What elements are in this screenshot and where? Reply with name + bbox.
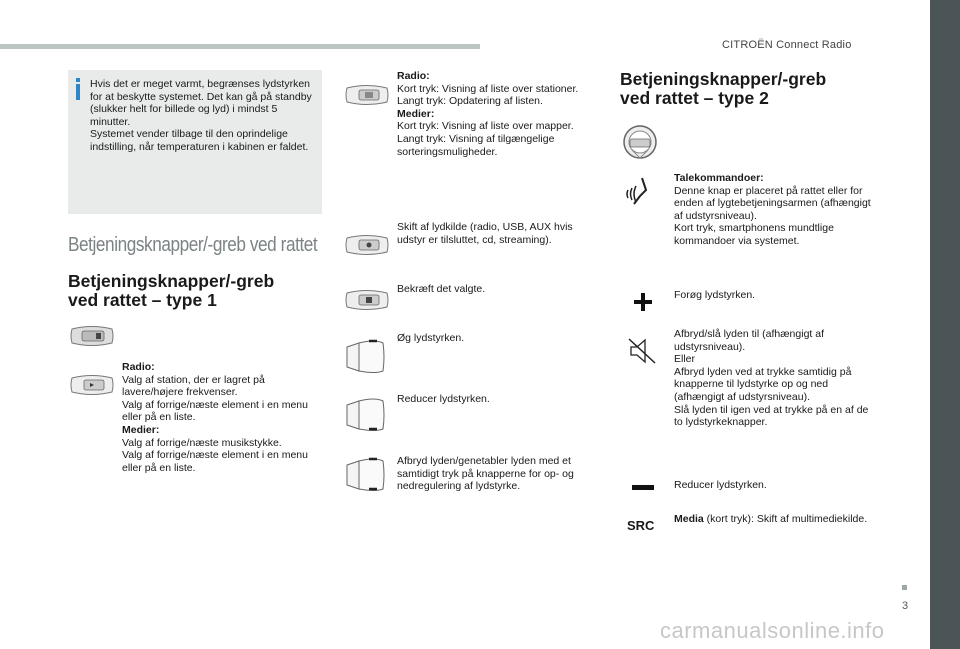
- type1-radio-title: Radio:: [122, 361, 155, 373]
- type2-heading: Betjeningsknapper/-greb ved rattet – type 2: [620, 69, 827, 108]
- mute-lever-icon: [345, 455, 387, 493]
- page-number: 3: [902, 600, 909, 612]
- steering-radio-list-icon: [343, 82, 391, 108]
- middle-radio-title: Radio:: [397, 70, 430, 82]
- middle-media-text: Kort tryk: Visning af liste over mapper. Langt tryk: Visning af tilgængelige sorteringsmuligheder.: [397, 120, 574, 158]
- src-media-text: (kort tryk): Skift af multimediekilde.: [703, 513, 868, 525]
- minus-icon: [632, 484, 654, 492]
- middle-radio-text: Kort tryk: Visning af liste over stationer. Langt tryk: Opdatering af listen.: [397, 82, 579, 108]
- mute-speaker-icon: [627, 337, 657, 365]
- source-item-text: Skift af lydkilde (radio, USB, AUX hvis udstyr er tilsluttet, cd, streaming).: [397, 221, 573, 246]
- middle-media-title: Medier:: [397, 107, 435, 120]
- voice-command-icon: [624, 176, 656, 206]
- mute-item-text: Afbryd lyden/genetabler lyden med et samtidigt tryk på knapperne for op- og nedregulering af lydstyrke.: [397, 455, 574, 493]
- src-item: [674, 513, 874, 526]
- steering-source-icon: [343, 232, 391, 258]
- type1-radio-item: [122, 361, 312, 474]
- voice-command-item: [674, 172, 874, 248]
- volume-down-lever-icon: [345, 395, 387, 433]
- type1-heading: Betjeningsknapper/-greb ved rattet – type 1: [68, 271, 275, 310]
- voice-command-text: Denne knap er placeret på rattet eller for enden af lygtebetjeningsarmen (afhængigt af udstyrsniveau). Kort tryk, smartphonens mundtlige kommandoer via systemet.: [674, 184, 871, 247]
- minus-item-text: Reducer lydstyrken.: [674, 479, 767, 491]
- plus-icon: [633, 292, 653, 312]
- volume-down-item-text: Reducer lydstyrken.: [397, 393, 490, 405]
- info-note-text: Hvis det er meget varmt, begrænses lydstyrken for at beskytte systemet. Det kan gå på standby (slukker helt for billede og lyd) i mindst 5 minutter. Systemet vender tilbage til den oprindelige indstilling, når temperaturen i kabinen er faldet.: [90, 78, 312, 153]
- middle-radio-media-item: [397, 70, 587, 158]
- section-title: Betjeningsknapper/-greb ved rattet: [68, 234, 318, 256]
- type2-mute-item-text: Afbryd/slå lyden til (afhængigt af udstyrsniveau). Eller Afbryd lyden ved at trykke samtidig på knapperne til lydstyrke op og ned (afhængigt af udstyrsniveau). Slå lyden til igen ved at trykke på en af de to lydstyrkeknapper.: [674, 328, 869, 429]
- plus-item-text: Forøg lydstyrken.: [674, 289, 756, 301]
- header-title: CITROËN Connect Radio: [722, 39, 852, 51]
- type1-radio-text: Valg af station, der er lagret på lavere/højere frekvenser. Valg af forrige/næste element i en menu eller på en liste.: [122, 373, 308, 424]
- src-media-title: Media: [674, 513, 704, 525]
- steering-confirm-icon: [343, 287, 391, 313]
- steering-radio-wheel-icon: [68, 372, 116, 398]
- volume-up-item-text: Øg lydstyrken.: [397, 332, 465, 344]
- continuation-marker: [902, 585, 907, 590]
- info-icon: [73, 78, 83, 100]
- watermark: carmanualsonline.info: [660, 618, 885, 643]
- volume-up-lever-icon: [345, 337, 387, 375]
- voice-command-title: Talekommandoer:: [674, 172, 764, 184]
- steering-wheel-icon: [622, 124, 658, 160]
- type1-media-title: Medier:: [122, 423, 160, 436]
- steering-control-type1-icon: [68, 323, 116, 349]
- header-rule: [0, 44, 480, 49]
- page-side-tab: [930, 0, 960, 649]
- confirm-item-text: Bekræft det valgte.: [397, 283, 486, 295]
- src-label: SRC: [627, 518, 655, 533]
- type1-media-text: Valg af forrige/næste musikstykke. Valg af forrige/næste element i en menu eller på en liste.: [122, 436, 308, 474]
